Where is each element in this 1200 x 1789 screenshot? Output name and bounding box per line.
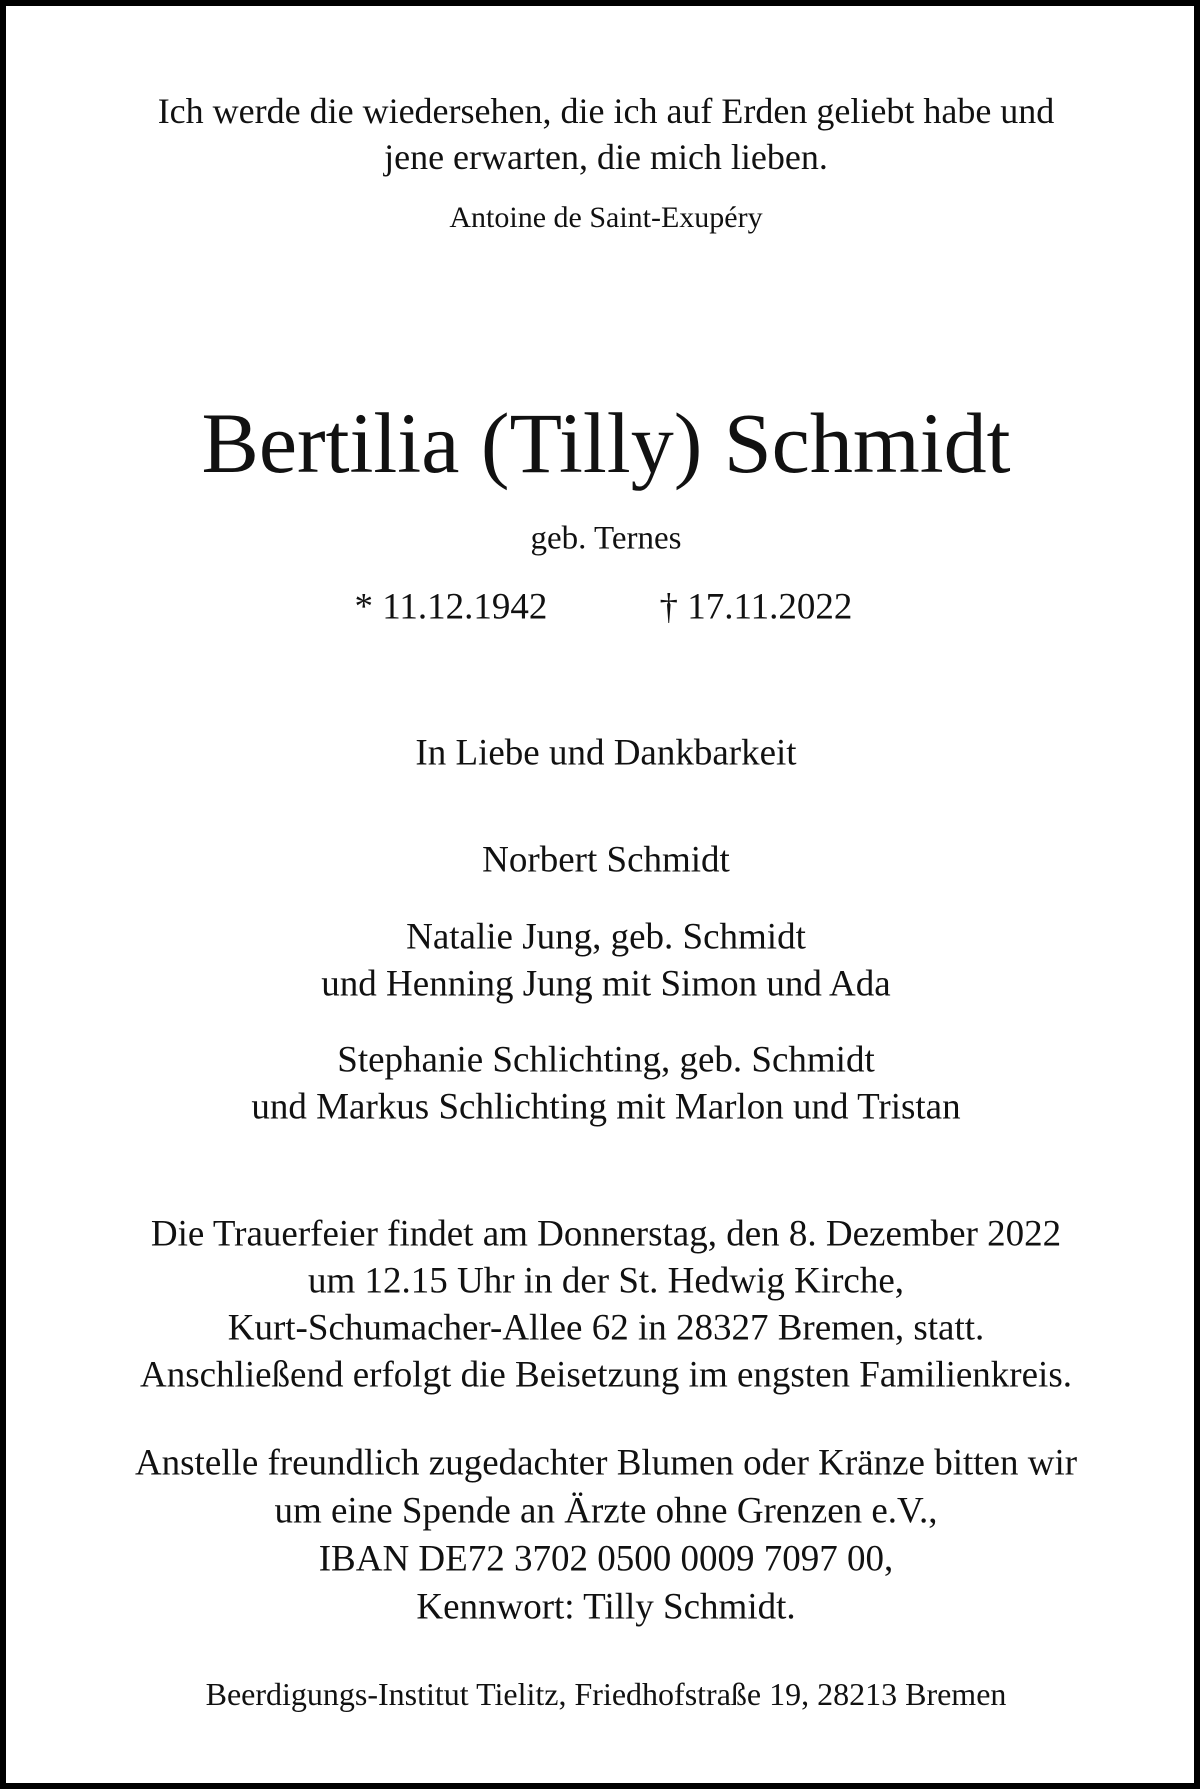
- mourner-line: Natalie Jung, geb. Schmidt: [406, 916, 806, 958]
- dedication: In Liebe und Dankbarkeit: [415, 732, 797, 774]
- mourner-line: Stephanie Schlichting, geb. Schmidt: [337, 1039, 875, 1081]
- birth-date: * 11.12.1942: [354, 586, 548, 628]
- deceased-name: Bertilia (Tilly) Schmidt: [201, 395, 1011, 491]
- mourner-line: Norbert Schmidt: [482, 839, 730, 881]
- quote-line: Ich werde die wiedersehen, die ich auf Erden geliebt habe und: [157, 91, 1055, 131]
- donation-line: Anstelle freundlich zugedachter Blumen oder Kränze bitten wir: [134, 1442, 1078, 1484]
- quote-author: Antoine de Saint-Exupéry: [449, 201, 763, 234]
- donation-line: um eine Spende an Ärzte ohne Grenzen e.V.,: [274, 1490, 938, 1532]
- mourner-line: und Henning Jung mit Simon und Ada: [321, 963, 891, 1005]
- service-line: Anschließend erfolgt die Beisetzung im engsten Familienkreis.: [140, 1354, 1072, 1396]
- quote-line: jene erwarten, die mich lieben.: [384, 137, 828, 177]
- funeral-home: Beerdigungs-Institut Tielitz, Friedhofstraße 19, 28213 Bremen: [205, 1676, 1007, 1712]
- service-line: Kurt-Schumacher-Allee 62 in 28327 Bremen, statt.: [227, 1307, 985, 1349]
- service-line: Die Trauerfeier findet am Donnerstag, den 8. Dezember 2022: [150, 1213, 1062, 1255]
- donation-line: IBAN DE72 3702 0500 0009 7097 00,: [318, 1538, 894, 1580]
- death-date: † 17.11.2022: [659, 586, 853, 628]
- maiden-name: geb. Ternes: [530, 520, 682, 557]
- mourner-line: und Markus Schlichting mit Marlon und Tristan: [251, 1086, 961, 1128]
- service-line: um 12.15 Uhr in der St. Hedwig Kirche,: [307, 1260, 904, 1302]
- donation-line: Kennwort: Tilly Schmidt.: [416, 1586, 796, 1628]
